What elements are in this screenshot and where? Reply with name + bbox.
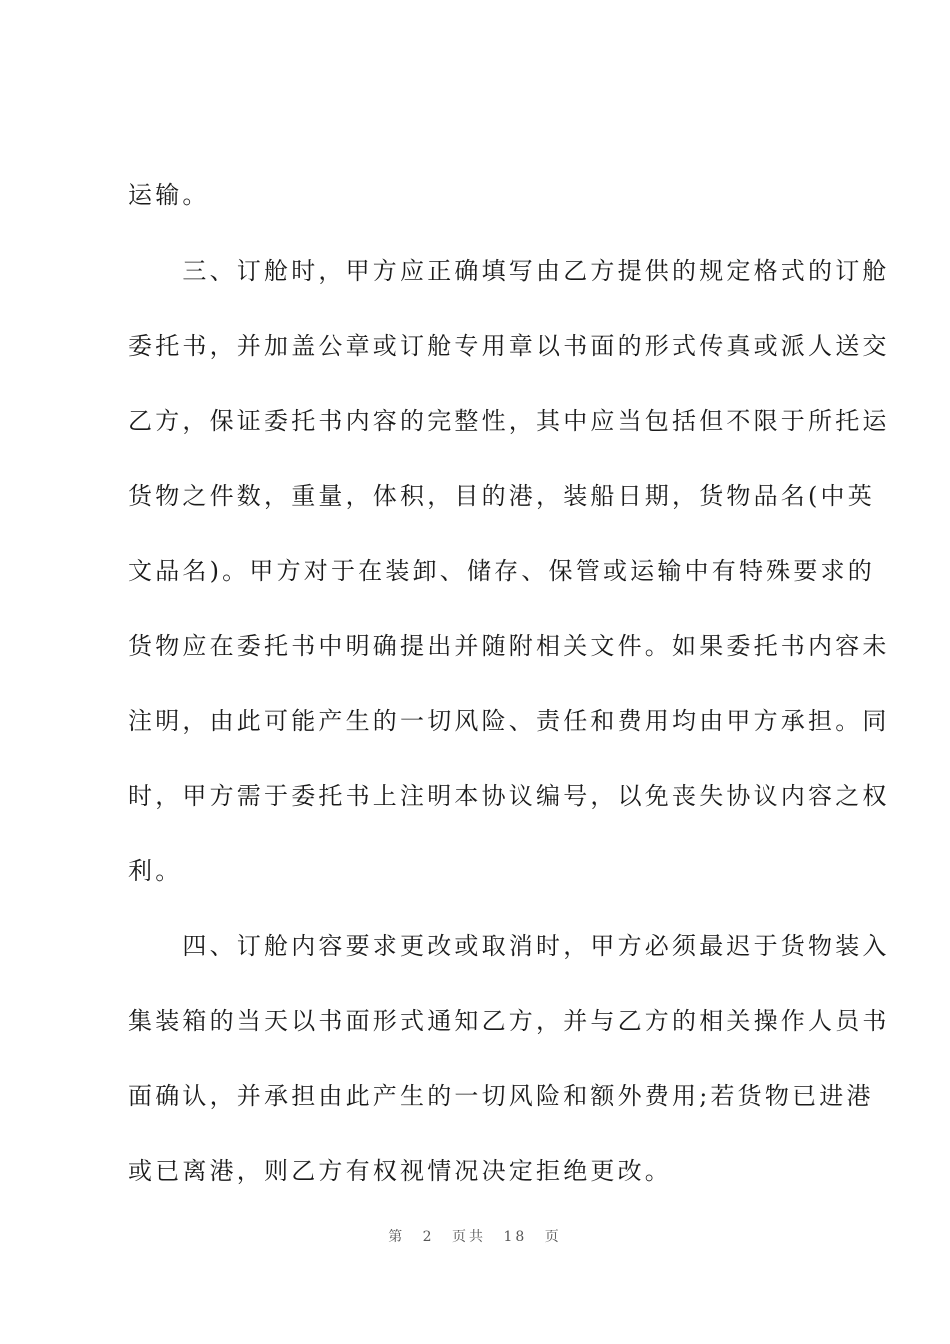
body-line: 乙方，保证委托书内容的完整性，其中应当包括但不限于所托运 [128,407,890,435]
body-line: 三、订舱时，甲方应正确填写由乙方提供的规定格式的订舱 [128,257,890,285]
body-line: 利。 [128,857,183,885]
body-line: 集装箱的当天以书面形式通知乙方，并与乙方的相关操作人员书 [128,1007,890,1035]
body-line: 时，甲方需于委托书上注明本协议编号，以免丧失协议内容之权 [128,782,890,810]
body-line: 货物之件数，重量，体积，目的港，装船日期，货物品名(中英 [128,482,875,510]
page-number-footer: 第 2 页共 18 页 [388,1229,562,1245]
body-line: 货物应在委托书中明确提出并随附相关文件。如果委托书内容未 [128,632,890,660]
body-line: 面确认，并承担由此产生的一切风险和额外费用;若货物已进港 [128,1082,874,1110]
body-line: 或已离港，则乙方有权视情况决定拒绝更改。 [128,1157,672,1185]
body-line: 文品名)。甲方对于在装卸、储存、保管或运输中有特殊要求的 [128,557,875,585]
body-line: 四、订舱内容要求更改或取消时，甲方必须最迟于货物装入 [128,932,890,960]
body-line: 委托书，并加盖公章或订舱专用章以书面的形式传真或派人送交 [128,332,890,360]
body-line: 注明，由此可能产生的一切风险、责任和费用均由甲方承担。同 [128,707,890,735]
body-line: 运输。 [128,181,210,209]
